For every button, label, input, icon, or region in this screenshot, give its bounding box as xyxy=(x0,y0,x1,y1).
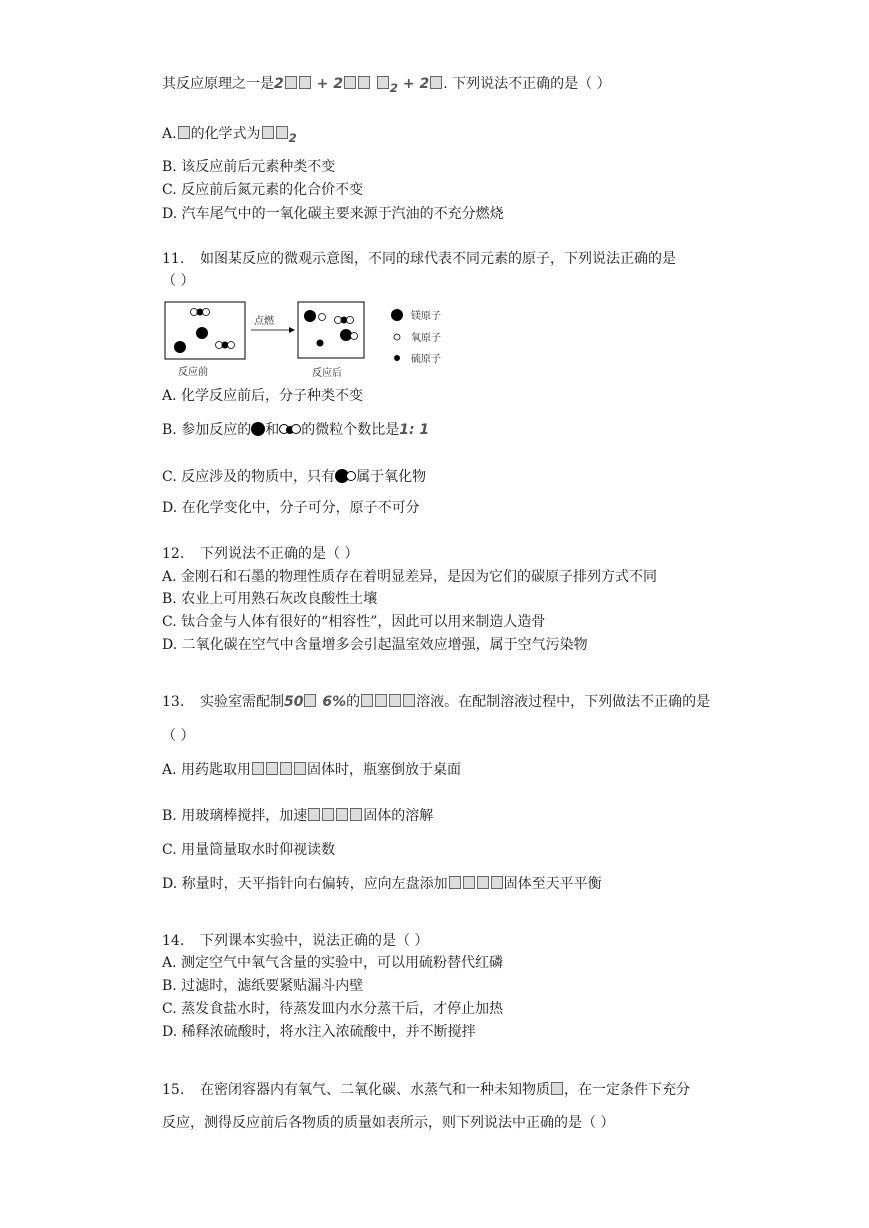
formula-placeholder xyxy=(375,694,387,707)
formula-placeholder xyxy=(377,76,389,89)
magnesium-atom xyxy=(304,310,316,322)
legend-sulfur xyxy=(394,355,400,361)
option-text: 固体至天平平衡 xyxy=(503,876,602,892)
formula-placeholder xyxy=(308,808,320,821)
intro-stem-suffix: . 下列说法不正确的是（ ） xyxy=(443,76,611,92)
formula-placeholder xyxy=(262,126,274,139)
question-text: 溶液。在配制溶液过程中，下列做法不正确的是 xyxy=(416,694,711,710)
question-text: 下列说法不正确的是（ ） xyxy=(200,546,359,562)
formula-placeholder xyxy=(551,1082,563,1095)
q15-stem-cont: 反应，测得反应前后各物质的质量如表所示，则下列说法中正确的是（ ） xyxy=(162,1115,615,1131)
option-label: A. xyxy=(162,126,177,142)
formula-placeholder xyxy=(178,126,190,139)
intro-option-c: C. 反应前后氮元素的化合价不变 xyxy=(162,182,364,198)
formula-placeholder xyxy=(491,876,503,889)
option-text: 固体的溶解 xyxy=(363,808,434,824)
question-text: 如图某反应的微观示意图，不同的球代表不同元素的原子，下列说法正确的是 xyxy=(200,251,676,267)
legend-magnesium xyxy=(391,309,403,321)
formula-part: + 2 xyxy=(311,76,343,92)
q12-option-a: A. 金刚石和石墨的物理性质存在着明显差异，是因为它们的碳原子排列方式不同 xyxy=(162,569,658,585)
reaction-arrowhead xyxy=(289,327,295,333)
option-text: A. 用药匙取用 xyxy=(162,762,252,778)
oxygen-atom xyxy=(335,317,342,324)
formula-placeholder xyxy=(403,694,415,707)
question-text: ，在一定条件下充分 xyxy=(564,1082,690,1098)
q12-option-d: D. 二氧化碳在空气中含量增多会引起温室效应增强，属于空气污染物 xyxy=(162,637,588,653)
question-text: 实验室需配制 xyxy=(200,694,284,710)
intro-option-d: D. 汽车尾气中的一氧化碳主要来源于汽油的不充分燃烧 xyxy=(162,206,504,222)
particle-ratio: 1: 1 xyxy=(399,422,430,438)
q13-option-b xyxy=(162,806,433,826)
oxygen-atom-icon xyxy=(346,471,356,481)
question-number: 11. xyxy=(162,251,185,267)
magnesium-atom-icon xyxy=(251,422,265,436)
q11-stem xyxy=(162,249,676,269)
formula-placeholder xyxy=(280,762,292,775)
q14-option-a: A. 测定空气中氧气含量的实验中，可以用硫粉替代红磷 xyxy=(162,955,504,971)
sulfur-atom xyxy=(317,340,324,347)
oxygen-atom xyxy=(216,342,223,349)
option-text: B. 参加反应的 xyxy=(162,422,252,438)
q13-stem xyxy=(162,692,710,712)
magnesium-atom xyxy=(196,327,208,339)
option-text: 和 xyxy=(265,422,280,438)
before-label: 反应前 xyxy=(178,367,208,378)
oxygen-atom xyxy=(228,342,235,349)
oxygen-atom xyxy=(347,317,354,324)
question-number: 12. xyxy=(162,546,185,562)
formula-part: 6% xyxy=(317,694,347,710)
reaction-formula xyxy=(274,76,443,95)
question-text: 的 xyxy=(346,694,361,710)
oxygen-atom xyxy=(351,333,358,340)
option-text: B. 用玻璃棒搅拌，加速 xyxy=(162,808,308,824)
formula-placeholder xyxy=(389,694,401,707)
question-text: 在密闭容器内有氧气、二氧化碳、水蒸气和一种未知物质 xyxy=(200,1082,550,1098)
formula-placeholder xyxy=(266,762,278,775)
oxygen-atom xyxy=(203,309,210,316)
question-text: 下列课本实验中，说法正确的是（ ） xyxy=(200,933,429,949)
oxygen-atom-icon xyxy=(291,424,301,434)
q11-option-c xyxy=(162,467,426,487)
q13-stem-cont: （ ） xyxy=(162,728,195,744)
question-number: 13. xyxy=(162,694,185,710)
legend-magnesium-label: 镁原子 xyxy=(411,311,441,322)
oxygen-atom xyxy=(191,309,198,316)
option-text: 属于氧化物 xyxy=(356,469,427,485)
formula-placeholder xyxy=(294,762,306,775)
oxygen-atom xyxy=(319,314,326,321)
q13-option-c: C. 用量筒量取水时仰视读数 xyxy=(162,842,336,858)
formula-part: 50 xyxy=(284,694,304,710)
intro-stem xyxy=(162,74,611,98)
formula-placeholder xyxy=(358,76,370,89)
question-number: 15. xyxy=(162,1082,185,1098)
q11-option-b xyxy=(162,420,429,440)
option-formula xyxy=(261,126,297,145)
q14-option-d: D. 稀释浓硫酸时，将水注入浓硫酸中，并不断搅拌 xyxy=(162,1024,476,1040)
q13-option-a xyxy=(162,760,461,780)
q14-option-c: C. 蒸发食盐水时，待蒸发皿内水分蒸干后，才停止加热 xyxy=(162,1001,504,1017)
q12-option-c: C. 钛合金与人体有很好的“相容性”，因此可以用来制造人造骨 xyxy=(162,614,546,630)
intro-stem-prefix: 其反应原理之一是 xyxy=(162,76,274,92)
question-number: 14. xyxy=(162,933,185,949)
reaction-micro-diagram xyxy=(162,300,462,382)
formula-placeholder xyxy=(430,76,442,89)
legend-sulfur-label: 硫原子 xyxy=(411,354,441,365)
after-label: 反应后 xyxy=(312,368,342,379)
formula-placeholder xyxy=(344,76,356,89)
formula-subscript: 2 xyxy=(389,80,398,95)
formula-placeholder xyxy=(463,876,475,889)
option-text: 的微粒个数比是 xyxy=(301,422,400,438)
solution-spec xyxy=(284,694,346,710)
formula-placeholder xyxy=(276,126,288,139)
q12-stem xyxy=(162,544,358,564)
q13-option-d xyxy=(162,874,602,894)
legend-oxygen-label: 氧原子 xyxy=(411,333,441,344)
intro-option-b: B. 该反应前后元素种类不变 xyxy=(162,159,336,175)
option-text: 的化学式为 xyxy=(190,126,261,142)
formula-placeholder xyxy=(304,694,316,707)
formula-placeholder xyxy=(322,808,334,821)
formula-part: + 2 xyxy=(397,76,430,92)
intro-option-a xyxy=(162,124,297,148)
formula-placeholder xyxy=(449,876,461,889)
magnesium-atom xyxy=(340,329,352,341)
q14-stem xyxy=(162,931,428,951)
q11-option-d: D. 在化学变化中，分子可分，原子不可分 xyxy=(162,500,420,516)
formula-subscript: 2 xyxy=(288,130,297,145)
legend-oxygen xyxy=(394,334,400,340)
formula-part: 2 xyxy=(274,76,284,92)
option-text: 固体时，瓶塞倒放于桌面 xyxy=(307,762,462,778)
q14-option-b: B. 过滤时，滤纸要紧贴漏斗内壁 xyxy=(162,978,364,994)
formula-placeholder xyxy=(336,808,348,821)
formula-placeholder xyxy=(299,76,311,89)
arrow-label: 点燃 xyxy=(254,316,274,327)
formula-placeholder xyxy=(350,808,362,821)
option-text: C. 反应涉及的物质中，只有 xyxy=(162,469,336,485)
option-text: D. 称量时，天平指针向右偏转，应向左盘添加 xyxy=(162,876,448,892)
formula-placeholder xyxy=(361,694,373,707)
q15-stem xyxy=(162,1080,690,1100)
formula-placeholder xyxy=(285,76,297,89)
q12-option-b: B. 农业上可用熟石灰改良酸性土壤 xyxy=(162,591,378,607)
q11-option-a: A. 化学反应前后，分子种类不变 xyxy=(162,388,364,404)
formula-placeholder xyxy=(252,762,264,775)
magnesium-atom xyxy=(174,341,186,353)
q11-stem-cont: （ ） xyxy=(162,273,195,289)
formula-placeholder xyxy=(477,876,489,889)
